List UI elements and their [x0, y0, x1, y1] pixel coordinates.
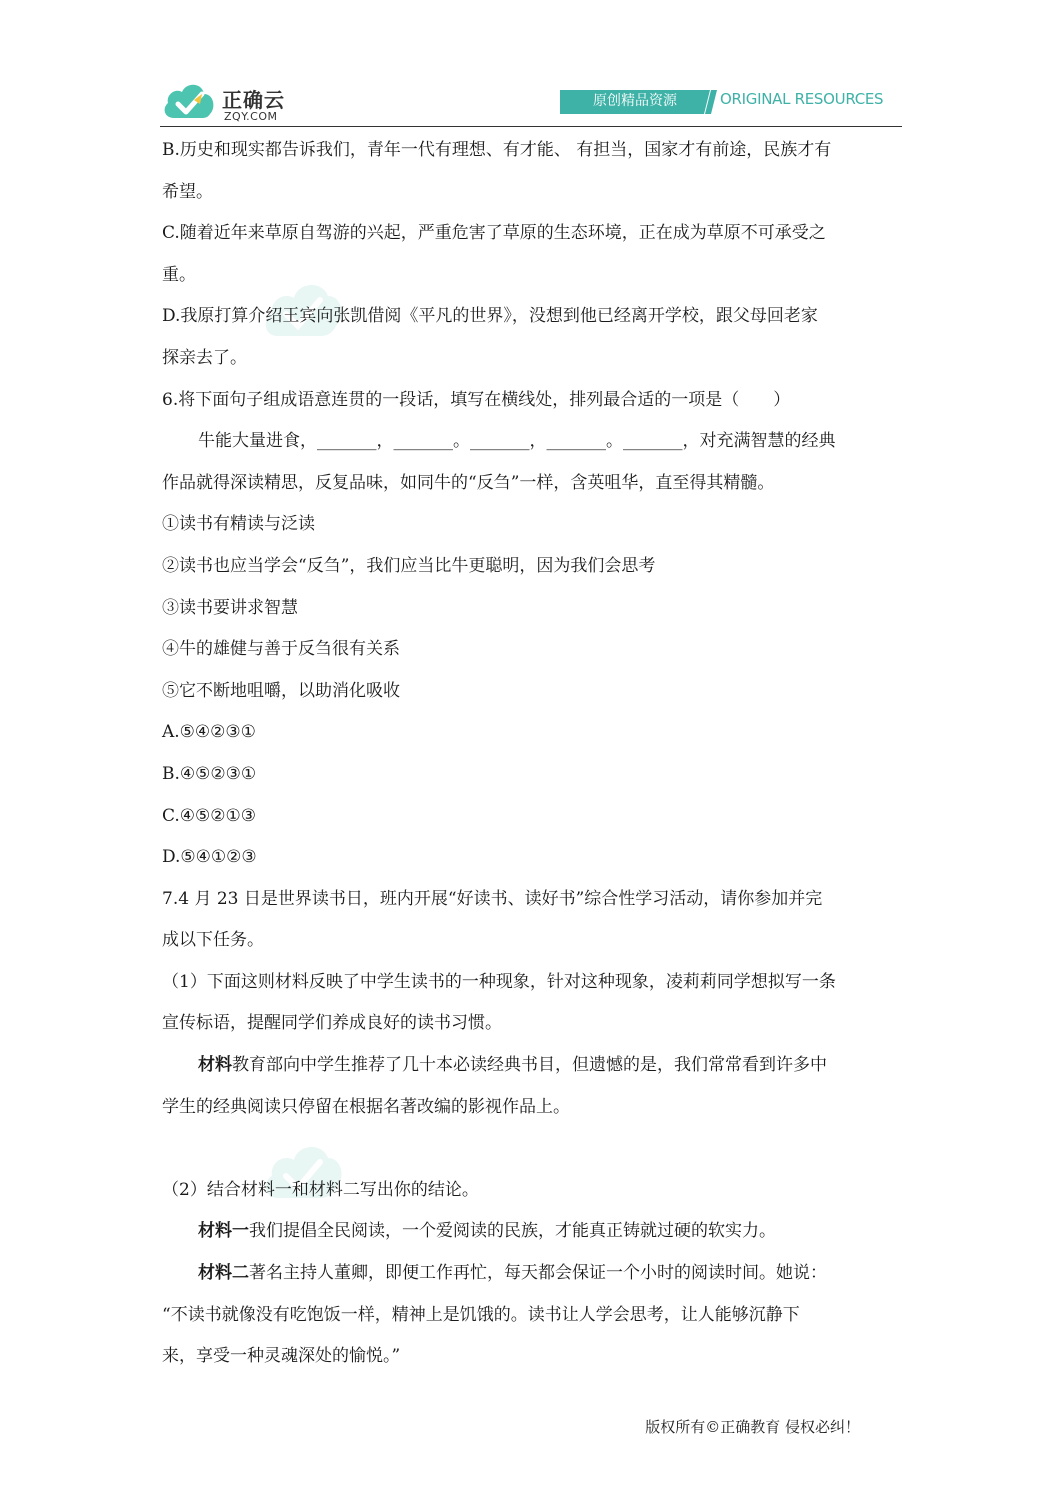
material-text: 著名主持人董卿，即便工作再忙，每天都会保证一个小时的阅读时间。她说： [249, 1263, 827, 1284]
text-line: B.历史和现实都告诉我们，青年一代有理想、有才能、 有担当，国家才有前途，民族才有 [162, 140, 832, 160]
text-line: 6.将下面句子组成语意连贯的一段话，填写在横线处，排列最合适的一项是（ ） [162, 389, 791, 410]
text-line: A.⑤④②③① [162, 722, 256, 743]
material-text: 我们提倡全民阅读，一个爱阅读的民族，才能真正铸就过硬的软实力。 [249, 1221, 776, 1242]
logo-text: 正确云 [222, 88, 285, 112]
material-label: 材料 [198, 1055, 232, 1076]
text-line: ④牛的雄健与善于反刍很有关系 [162, 639, 400, 660]
original-resources-banner [560, 88, 902, 116]
text-line: ②读书也应当学会“反刍”，我们应当比牛更聪明，因为我们会思考 [162, 555, 656, 576]
text-line: 宣传标语，提醒同学们养成良好的读书习惯。 [162, 1013, 502, 1034]
document-body [162, 130, 902, 1378]
text-line: （1）下面这则材料反映了中学生读书的一种现象，针对这种现象，凌莉莉同学想拟写一条 [162, 971, 836, 992]
copyright-footer: 版权所有©正确教育 侵权必纠！ [645, 1418, 860, 1436]
brand-logo [160, 78, 310, 126]
text-line: D.我原打算介绍王宾向张凯借阅《平凡的世界》，没想到他已经离开学校，跟父母回老家 [162, 306, 818, 327]
text-line: ①读书有精读与泛读 [162, 514, 315, 535]
text-line: 学生的经典阅读只停留在根据名著改编的影视作品上。 [162, 1096, 570, 1117]
text-line: 探亲去了。 [162, 347, 247, 368]
text-line: 作品就得深读精思，反复品味，如同牛的“反刍”一样，含英咀华，直至得其精髓。 [162, 472, 775, 493]
header-divider [160, 126, 902, 127]
text-line: 重。 [162, 264, 196, 285]
text-line: 希望。 [162, 181, 213, 202]
text-line: D.⑤④①②③ [162, 847, 257, 868]
text-line: ⑤它不断地咀嚼，以助消化吸收 [162, 680, 400, 701]
blank-line [162, 1128, 902, 1170]
material-text: 教育部向中学生推荐了几十本必读经典书目，但遗憾的是，我们常常看到许多中 [232, 1055, 827, 1076]
material-label: 材料二 [198, 1263, 249, 1284]
text-line: B.④⑤②③① [162, 763, 257, 784]
text-line: C.④⑤②①③ [162, 805, 257, 826]
material-label: 材料一 [198, 1221, 249, 1242]
text-line: 7.4 月 23 日是世界读书日，班内开展“好读书、读好书”综合性学习活动，请你参加并完 [162, 888, 823, 909]
text-line: C.随着近年来草原自驾游的兴起，严重危害了草原的生态环境，正在成为草原不可承受之 [162, 223, 826, 244]
banner-chinese-text: 原创精品资源 [593, 93, 677, 109]
text-line: 牛能大量进食，_______，_______。_______，_______。_______，对充满智慧的经典 [198, 431, 836, 452]
material-paragraph-line [162, 1211, 902, 1253]
material-paragraph-line [162, 1045, 902, 1087]
text-line: “不读书就像没有吃饱饭一样，精神上是饥饿的。读书让人学会思考，让人能够沉静下 [162, 1304, 800, 1325]
material-paragraph-line [162, 1253, 902, 1295]
page-header [160, 70, 902, 128]
banner-english-text: ORIGINAL RESOURCES [720, 90, 884, 108]
text-line: 来，享受一种灵魂深处的愉悦。” [162, 1346, 401, 1367]
text-line: 成以下任务。 [162, 930, 264, 951]
logo-subtext: ZQY.COM [224, 110, 278, 123]
text-line: ③读书要讲求智慧 [162, 597, 298, 618]
text-line: （2）结合材料一和材料二写出你的结论。 [162, 1179, 479, 1200]
cloud-check-icon [160, 78, 218, 124]
